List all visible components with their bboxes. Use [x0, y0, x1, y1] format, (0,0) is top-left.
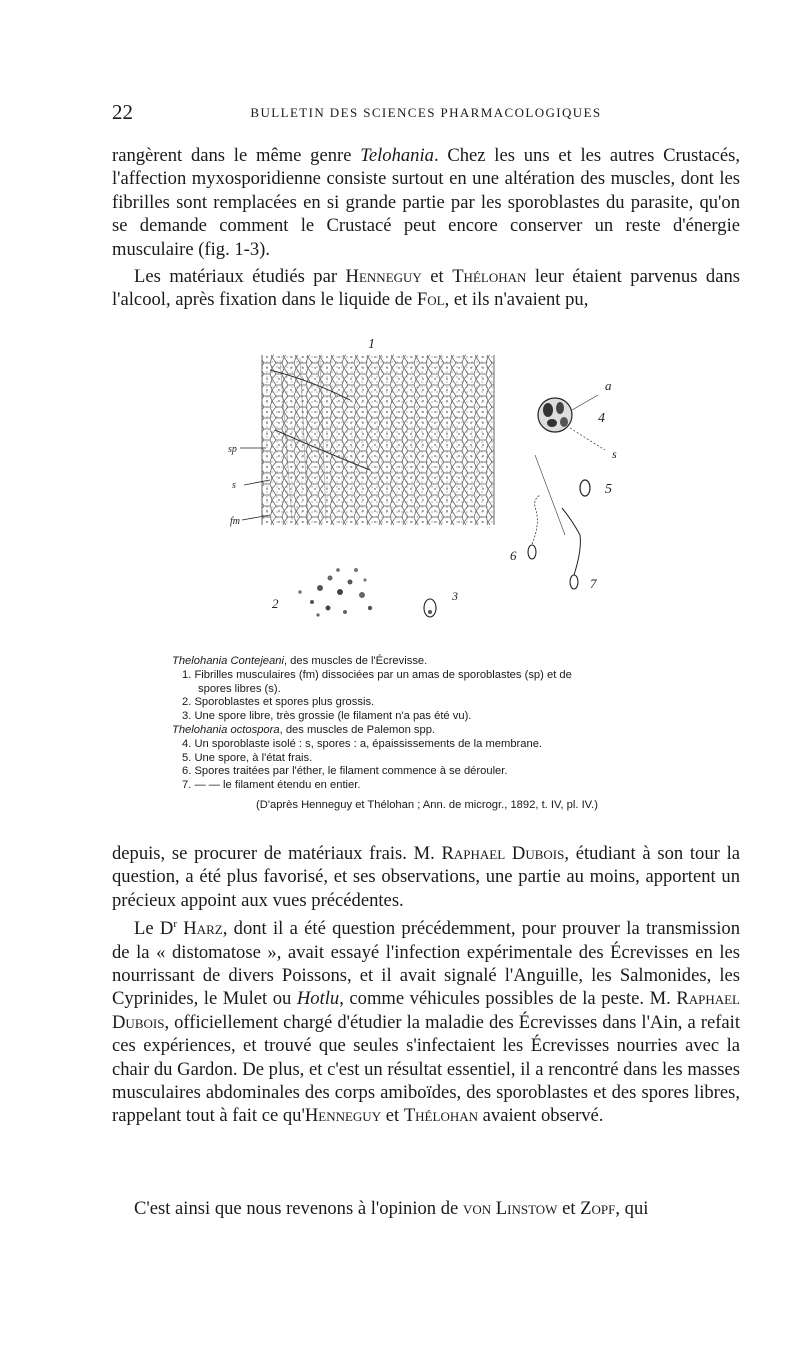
- caption-line: 4. Un sporoblaste isolé : s, spores : a, épaississements de la membrane.: [182, 737, 543, 750]
- label-fig5: 5: [605, 482, 612, 497]
- caption-species: Thelohania octospora: [172, 723, 280, 736]
- label-s2: s: [612, 447, 617, 461]
- figure-caption: [172, 655, 692, 813]
- text-run: , qui: [615, 1198, 649, 1219]
- page-number: 22: [112, 100, 133, 124]
- text-run: rangèrent dans le même genre: [112, 145, 361, 166]
- label-fig6: 6: [510, 548, 517, 563]
- label-fm: fm: [230, 516, 240, 527]
- page-header: [112, 100, 740, 128]
- caption-species: Thelohania Contejeani: [172, 655, 284, 667]
- text-run: Le D: [134, 918, 174, 940]
- fig4-sporoblast: [538, 395, 605, 450]
- label-sp: sp: [228, 444, 237, 455]
- author-name: Fol: [416, 289, 445, 311]
- text-run: depuis, se procurer de matériaux frais. M.: [112, 843, 442, 864]
- genus-name: Telohania: [360, 145, 434, 166]
- text-run: , dont il a été question précédemment, pour prouver la transmission de la « distomatose », avait essayé l'infection expérimentale des Écrevisses en les nourrissant de divers Poissons, et il avait signalé l'Anguille, les Salmonides, les Cyprinides, le Mulet ou: [112, 918, 740, 1010]
- label-a: a: [605, 378, 612, 393]
- paragraph-4: [112, 913, 740, 1128]
- label-fig7: 7: [590, 576, 597, 591]
- paragraph-3: [112, 842, 740, 912]
- text-run: C'est ainsi que nous revenons à l'opinion de: [134, 1198, 463, 1219]
- label-fig1: 1: [368, 337, 375, 352]
- label-s: s: [232, 480, 236, 491]
- paragraph-2: [112, 265, 740, 312]
- author-name: von Linstow: [462, 1198, 558, 1219]
- author-name: Raphael Dubois: [441, 843, 565, 864]
- text-run: et: [421, 266, 453, 287]
- caption-line: 3. Une spore libre, très grossie (le filament n'a pas été vu).: [182, 710, 472, 723]
- text-run: Les matériaux étudiés par: [134, 266, 346, 287]
- author-name: Henneguy: [345, 266, 422, 287]
- author-name: Harz: [177, 918, 223, 940]
- fig6-spore: [528, 495, 540, 559]
- fig2-sporoblasts: [298, 568, 372, 617]
- caption-source: (D'après Henneguy et Thélohan ; Ann. de microgr., 1892, t. IV, pl. IV.): [256, 798, 598, 811]
- caption-line: spores libres (s).: [198, 682, 281, 695]
- paragraph-1: [112, 144, 740, 261]
- text-run: avaient observé.: [478, 1105, 604, 1127]
- fig5-spore: [535, 455, 590, 535]
- caption-text: , des muscles de Palemon spp.: [279, 723, 436, 736]
- caption-line: 7. — — le filament étendu en entier.: [182, 779, 361, 792]
- text-run: , comme véhicules possibles de la peste. M.: [339, 988, 677, 1010]
- running-title: BULLETIN DES SCIENCES PHARMACOLOGIQUES: [250, 105, 602, 120]
- fish-name: Hotlu: [296, 988, 340, 1010]
- label-fig3: 3: [452, 589, 458, 603]
- text-run: leur étaient parvenus dans l'alcool, après fixation dans le liquide de: [112, 266, 740, 311]
- author-name: Thélohan: [452, 266, 527, 287]
- author-name: Zopf: [580, 1198, 616, 1219]
- caption-line: [172, 724, 692, 738]
- author-name: Raphael Dubois: [112, 988, 740, 1033]
- label-fig2: 2: [272, 596, 279, 611]
- label-fig4: 4: [598, 411, 605, 426]
- author-name: Henneguy: [304, 1105, 382, 1127]
- caption-line: 1. Fibrilles musculaires (fm) dissociées par un amas de sporoblastes (sp) et de: [182, 668, 572, 681]
- author-name: Thélohan: [403, 1105, 478, 1127]
- fig1-muscle-section: [240, 355, 494, 525]
- fig7-spore: [562, 508, 580, 589]
- fig3-spore: [424, 599, 436, 617]
- text-run: , et ils n'avaient pu,: [444, 289, 589, 311]
- caption-line: [172, 655, 692, 669]
- caption-text: , des muscles de l'Écrevisse.: [283, 655, 428, 667]
- figure-illustration: [200, 330, 670, 650]
- superscript: r: [173, 918, 177, 930]
- text-run: et: [557, 1198, 581, 1219]
- caption-line: 5. Une spore, à l'état frais.: [182, 751, 313, 764]
- caption-line: 2. Sporoblastes et spores plus grossis.: [182, 696, 375, 709]
- paragraph-5: [112, 1197, 740, 1220]
- figure-drawing: [200, 330, 670, 650]
- caption-line: 6. Spores traitées par l'éther, le filament commence à se dérouler.: [182, 765, 508, 778]
- text-run: , étudiant à son tour la question, a été plus favorisé, et ses observations, une partie au moins, apportent un précieux appoint aux vues précédentes.: [112, 843, 740, 911]
- text-run: et: [381, 1105, 404, 1127]
- text-run: . Chez les uns et les autres Crustacés, l'affection myxosporidienne consiste surtout en une altération des muscles, dont les fibrilles sont remplacées en si grande partie par les sporoblastes du parasite, qu'on se demande comment le Crustacé peut encore conserver un reste d'énergie musculaire (fig. 1-3).: [112, 145, 741, 260]
- text-run: , officiellement chargé d'étudier la maladie des Écrevisses dans l'Ain, a refait ces expériences, et trouvé que seules s'infectaient les Écrevisses nourries avec la chair du Gardon. De plus, et c'est un résultat essentiel, il a rencontré dans les masses musculaires abdominales des corps amiboïdes, des sporoblastes et des spores libres, rappelant tout à fait ce qu': [112, 1011, 740, 1127]
